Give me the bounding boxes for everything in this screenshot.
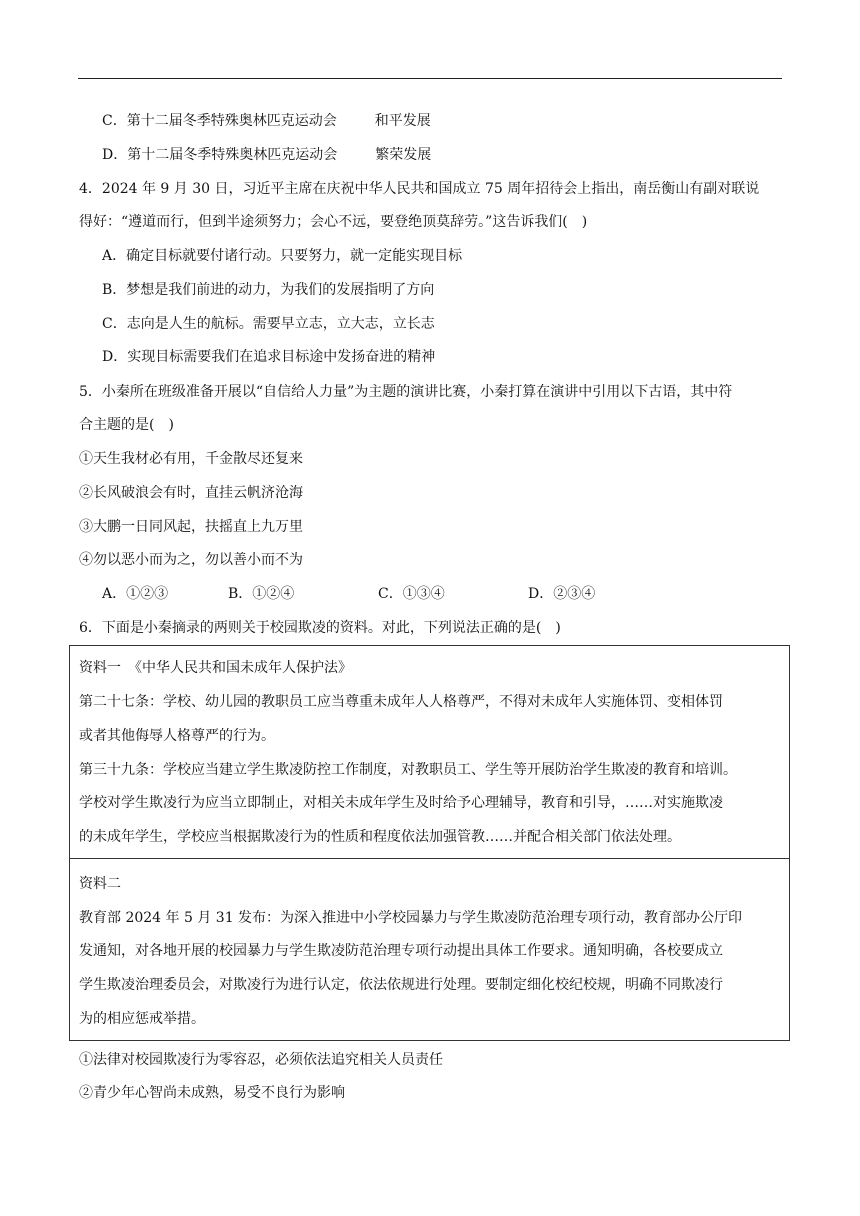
material-one-line: 第三十九条：学校应当建立学生欺凌防控工作制度，对教职员工、学生等开展防治学生欺凌的教育和培训。	[79, 762, 737, 778]
q4-stem-line2: 得好：“遵道而行，但到半途须努力；会心不远，要登绝顶莫辞劳。”这告诉我们( )	[79, 214, 588, 230]
q6-statement-2: ②青少年心智尚未成熟，易受不良行为影响	[79, 1085, 345, 1101]
material-two-line: 学生欺凌治理委员会，对欺凌行为进行认定，依法依规进行处理。要制定细化校纪校规，明确不同欺凌行	[79, 977, 723, 993]
material-two-line: 为的相应惩戒举措。	[79, 1011, 205, 1027]
material-two-box	[69, 858, 790, 1041]
q5-choice-b: B．①②④	[228, 586, 295, 602]
header-rule	[78, 78, 782, 79]
q5-item-2: ②长风破浪会有时，直挂云帆济沧海	[79, 485, 303, 501]
material-one-title: 资料一 《中华人民共和国未成年人保护法》	[79, 660, 352, 676]
q3-option-d: D．第十二届冬季特殊奥林匹克运动会 繁荣发展	[102, 147, 432, 163]
q5-choice-d: D．②③④	[528, 586, 596, 602]
material-one-line: 学校对学生欺凌行为应当立即制止，对相关未成年学生及时给予心理辅导，教育和引导，……对实施欺凌	[79, 795, 723, 811]
q4-stem-line1: 4．2024 年 9 月 30 日，习近平主席在庆祝中华人民共和国成立 75 周年招待会上指出，南岳衡山有副对联说	[79, 181, 760, 197]
material-one-line: 第二十七条：学校、幼儿园的教职员工应当尊重未成年人人格尊严，不得对未成年人实施体罚、变相体罚	[79, 694, 723, 710]
material-one-line: 或者其他侮辱人格尊严的行为。	[79, 728, 275, 744]
q4-option-c: C．志向是人生的航标。需要早立志，立大志，立长志	[102, 316, 435, 332]
q5-stem-line1: 5．小秦所在班级准备开展以“自信给人力量”为主题的演讲比赛，小秦打算在演讲中引用以下古语，其中符	[79, 384, 733, 400]
q4-option-b: B．梦想是我们前进的动力，为我们的发展指明了方向	[102, 282, 435, 298]
q5-item-1: ①天生我材必有用，千金散尽还复来	[79, 451, 303, 467]
q6-stem: 6．下面是小秦摘录的两则关于校园欺凌的资料。对此，下列说法正确的是( )	[79, 620, 561, 636]
material-two-line: 教育部 2024 年 5 月 31 发布：为深入推进中小学校园暴力与学生欺凌防范治理专项行动，教育部办公厅印	[79, 910, 743, 926]
q5-choice-a: A．①②③	[102, 586, 169, 602]
q4-option-a: A．确定目标就要付诸行动。只要努力，就一定能实现目标	[102, 248, 463, 264]
q5-choices	[0, 584, 860, 604]
material-one-box	[69, 645, 790, 859]
q5-item-3: ③大鹏一日同风起，扶摇直上九万里	[79, 519, 303, 535]
material-two-title: 资料二	[79, 876, 121, 892]
material-one-line: 的未成年学生，学校应当根据欺凌行为的性质和程度依法加强管教……并配合相关部门依法处理。	[79, 829, 681, 845]
material-two-line: 发通知，对各地开展的校园暴力与学生欺凌防范治理专项行动提出具体工作要求。通知明确，各校要成立	[79, 943, 723, 959]
q5-choice-c: C．①③④	[378, 586, 445, 602]
q4-option-d: D．实现目标需要我们在追求目标途中发扬奋进的精神	[102, 349, 436, 365]
q6-statement-1: ①法律对校园欺凌行为零容忍，必须依法追究相关人员责任	[79, 1052, 443, 1068]
q5-stem-line2: 合主题的是( )	[79, 417, 174, 433]
q3-option-c: C．第十二届冬季特殊奥林匹克运动会 和平发展	[102, 113, 431, 129]
q5-item-4: ④勿以恶小而为之，勿以善小而不为	[79, 552, 303, 568]
